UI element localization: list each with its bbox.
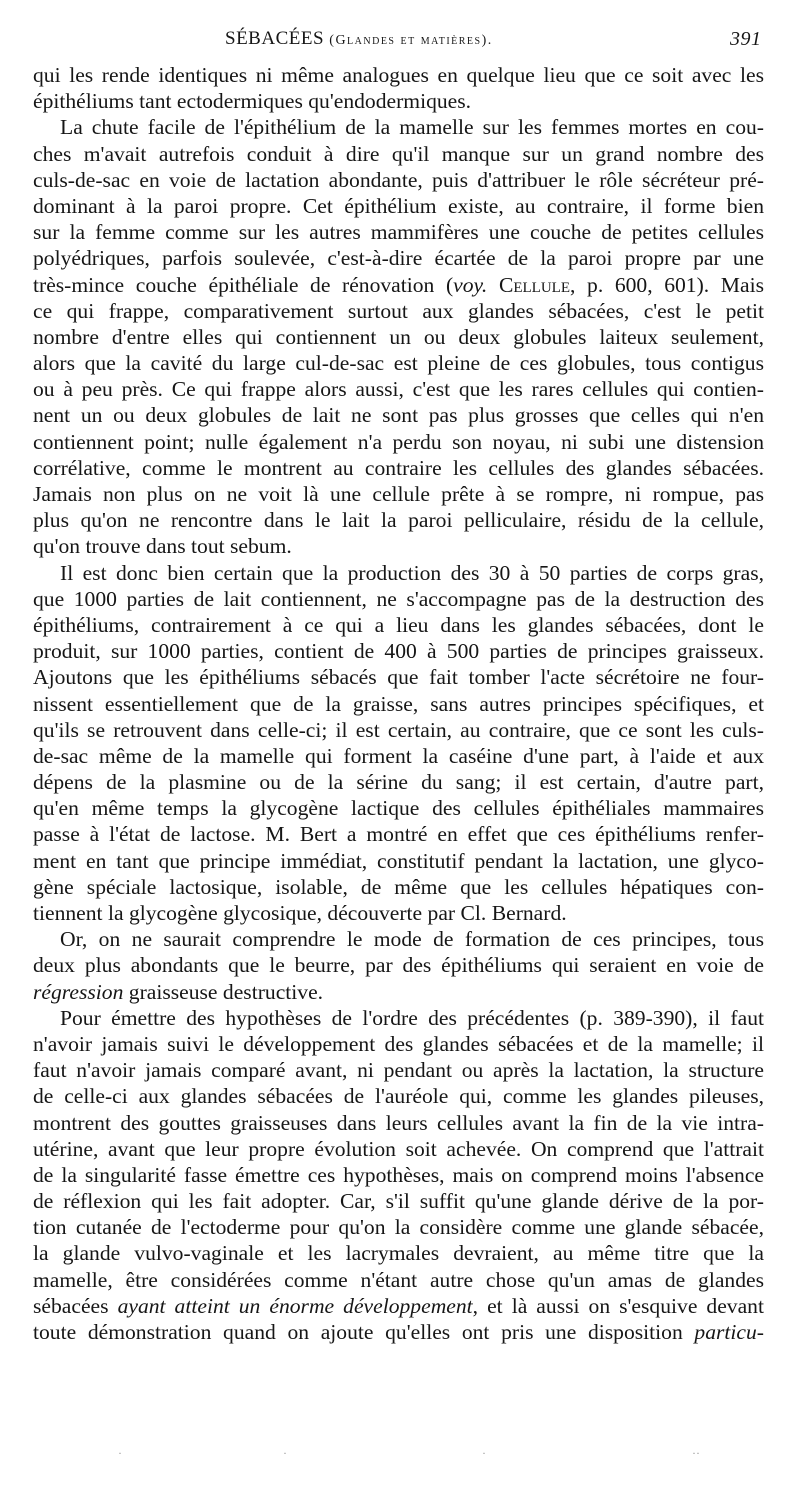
text-run: de-sac même de la mamelle qui forment la caséine d'une part, à l'aide et aux <box>33 743 764 768</box>
text-line <box>33 560 764 586</box>
text-line <box>33 350 764 376</box>
text-line <box>33 1214 764 1240</box>
text-line <box>33 795 764 821</box>
text-run: deux plus abondants que le beurre, par des épithéliums qui seraient en voie de <box>33 953 764 978</box>
text-line <box>33 926 764 952</box>
text-run: ce qui frappe, comparativement surtout aux glandes sébacées, c'est le petit <box>33 298 764 323</box>
text-line <box>33 691 764 717</box>
scan-mark: ·· <box>692 1446 700 1460</box>
running-title <box>225 28 493 50</box>
text-run: nombre d'entre elles qui contiennent un ou deux globules laiteux seulement, <box>33 324 764 349</box>
text-run: de celle-ci aux glandes sébacées de l'auréole qui, comme les glandes pileuses, <box>33 1084 764 1109</box>
text-line <box>33 114 764 140</box>
text-run: ches m'avait autrefois conduit à dire qu'il manque sur un grand nombre des <box>33 141 764 166</box>
text-run: ou à peu près. Ce qui frappe alors aussi, c'est que les rares cellules qui contien- <box>33 377 764 402</box>
text-line <box>33 952 764 978</box>
text-line <box>33 481 764 507</box>
text-line <box>33 769 764 795</box>
text-line <box>33 272 764 298</box>
text-run: de la singularité fasse émettre ces hypothèses, mais on comprend moins l'absence <box>33 1162 764 1187</box>
text-line <box>33 193 764 219</box>
running-header <box>0 24 800 54</box>
text-run: corrélative, comme le montrent au contraire les cellules des glandes sébacées. <box>33 455 764 480</box>
text-run: produit, sur 1000 parties, contient de 400 à 500 parties de principes graisseux. <box>33 639 764 664</box>
text-run: ment en tant que principe immédiat, constitutif pendant la lactation, une glyco- <box>33 848 764 873</box>
text-run: Ajoutons que les épithéliums sébacés que fait tomber l'acte sécrétoire ne four- <box>33 665 764 690</box>
text-run: qu'on trouve dans tout sebum. <box>33 534 292 559</box>
text-line <box>33 1162 764 1188</box>
text-run: Jamais non plus on ne voit là une cellule prête à se rompre, ni rompue, pas <box>33 482 764 506</box>
running-title-main: SÉBACÉES <box>225 28 325 49</box>
italic-text: régression <box>33 979 124 1004</box>
text-run: tion cutanée de l'ectoderme pour qu'on la considère comme une glande sébacée, <box>33 1215 764 1240</box>
scan-mark: · <box>118 1446 122 1460</box>
text-line <box>33 1293 764 1319</box>
text-line <box>33 533 764 559</box>
text-line <box>33 62 764 88</box>
text-run: , et là aussi on s'esquive devant <box>472 1293 764 1318</box>
text-run: sébacées <box>33 1293 118 1318</box>
text-run: de réflexion qui les fait adopter. Car, s'il suffit qu'une glande dérive de la por- <box>33 1189 764 1214</box>
text-line <box>33 1110 764 1136</box>
text-run: épithéliums tant ectodermiques qu'endodermiques. <box>33 89 472 114</box>
text-run: gène spéciale lactosique, isolable, de même que les cellules hépatiques con- <box>33 874 764 899</box>
text-line <box>33 1188 764 1214</box>
italic-text: particu- <box>694 1320 764 1344</box>
page-number: 391 <box>730 28 762 50</box>
text-run: la glande vulvo-vaginale et les lacrymales devraient, au même titre que la <box>33 1241 764 1266</box>
text-run: qui les rende identiques ni même analogues en quelque lieu que ce soit avec les <box>33 63 764 87</box>
body-text <box>33 62 764 1345</box>
text-line <box>33 141 764 167</box>
page-scan-marks <box>0 1446 800 1458</box>
text-line <box>33 1240 764 1266</box>
text-run: Il est donc bien certain que la production des 30 à 50 parties de corps gras, <box>60 560 764 585</box>
text-run: utérine, avant que leur propre évolution soit achevée. On comprend que l'attrait <box>33 1136 764 1161</box>
text-line <box>33 821 764 847</box>
text-line <box>33 1083 764 1109</box>
text-line <box>33 245 764 271</box>
text-line <box>33 979 764 1005</box>
text-run: nissent essentiellement que de la graisse, sans autres principes spécifiques, et <box>33 691 764 716</box>
text-run: alors que la cavité du large cul-de-sac est pleine de ces globules, tous contigus <box>33 351 764 376</box>
text-run: sur la femme comme sur les autres mammifères une couche de petites cellules <box>33 220 764 245</box>
text-line <box>33 1031 764 1057</box>
italic-text: voy. <box>453 272 488 297</box>
text-run: qu'en même temps la glycogène lactique des cellules épithéliales mammaires <box>33 796 764 821</box>
text-run: dominant à la paroi propre. Cet épithélium existe, au contraire, il forme bien <box>33 193 764 218</box>
text-run: montrent des gouttes graisseuses dans leurs cellules avant la fin de la vie intra- <box>33 1110 764 1135</box>
text-line <box>33 612 764 638</box>
text-run: passe à l'état de lactose. M. Bert a montré en effet que ces épithéliums renfer- <box>33 822 764 847</box>
text-line <box>33 88 764 114</box>
text-run: Pour émettre des hypothèses de l'ordre des précédentes (p. 389-390), il faut <box>60 1005 764 1030</box>
text-run: polyédriques, parfois soulevée, c'est-à-dire écartée de la paroi propre par une <box>33 246 764 271</box>
text-line <box>33 664 764 690</box>
text-run: mamelle, être considérées comme n'étant autre chose qu'un amas de glandes <box>33 1267 764 1292</box>
text-run: tiennent la glycogène glycosique, découverte par Cl. Bernard. <box>33 901 567 925</box>
text-run: faut n'avoir jamais comparé avant, ni pendant ou après la lactation, la structure <box>33 1058 764 1083</box>
text-run: Or, on ne saurait comprendre le mode de formation de ces principes, tous <box>60 927 764 952</box>
text-run: culs-de-sac en voie de lactation abondante, puis d'attribuer le rôle sécréteur pré- <box>33 167 764 192</box>
text-line <box>33 874 764 900</box>
text-line <box>33 167 764 193</box>
text-run: plus qu'on ne rencontre dans le lait la paroi pelliculaire, résidu de la cellule, <box>33 508 764 533</box>
text-line <box>33 455 764 481</box>
small-caps-text: Cellule <box>498 272 571 297</box>
text-run: très-mince couche épithéliale de rénovation ( <box>33 272 454 297</box>
text-line <box>33 900 764 926</box>
text-line <box>33 507 764 533</box>
text-line <box>33 1005 764 1031</box>
text-line <box>33 1057 764 1083</box>
text-line <box>33 324 764 350</box>
text-run <box>487 273 499 297</box>
text-run: dépens de la plasmine ou de la sérine du sang; il est certain, d'autre part, <box>33 770 764 795</box>
text-run: qu'ils se retrouvent dans celle-ci; il est certain, au contraire, que ce sont les culs- <box>33 717 764 742</box>
scan-mark: · <box>482 1446 486 1460</box>
text-line <box>33 429 764 455</box>
text-run: nent un ou deux globules de lait ne sont pas plus grosses que celles qui n'en <box>33 403 764 428</box>
text-line <box>33 376 764 402</box>
text-line <box>33 1136 764 1162</box>
italic-text: ayant atteint un énorme développement <box>117 1293 473 1318</box>
text-line <box>33 717 764 743</box>
text-run: toute démonstration quand on ajoute qu'elles ont pris une disposition <box>33 1320 695 1344</box>
scan-mark: · <box>283 1446 287 1460</box>
running-title-subtitle: (Glandes et matières). <box>329 33 493 48</box>
text-line <box>33 219 764 245</box>
text-line <box>33 848 764 874</box>
text-run: , p. 600, 601). Mais <box>570 272 764 297</box>
text-run: n'avoir jamais suivi le développement des glandes sébacées et de la mamelle; il <box>33 1031 764 1056</box>
text-line <box>33 638 764 664</box>
text-line <box>33 586 764 612</box>
text-run: épithéliums, contrairement à ce qui a lieu dans les glandes sébacées, dont le <box>33 612 764 637</box>
text-run: que 1000 parties de lait contiennent, ne s'accompagne pas de la destruction des <box>33 586 764 611</box>
text-run: graisseuse destructive. <box>123 979 324 1004</box>
text-line <box>33 1319 764 1345</box>
text-run: La chute facile de l'épithélium de la mamelle sur les femmes mortes en cou- <box>60 115 764 140</box>
text-line <box>33 402 764 428</box>
text-line <box>33 1267 764 1293</box>
text-line <box>33 298 764 324</box>
text-run: contiennent point; nulle également n'a perdu son noyau, ni subi une distension <box>33 429 764 454</box>
text-line <box>33 743 764 769</box>
